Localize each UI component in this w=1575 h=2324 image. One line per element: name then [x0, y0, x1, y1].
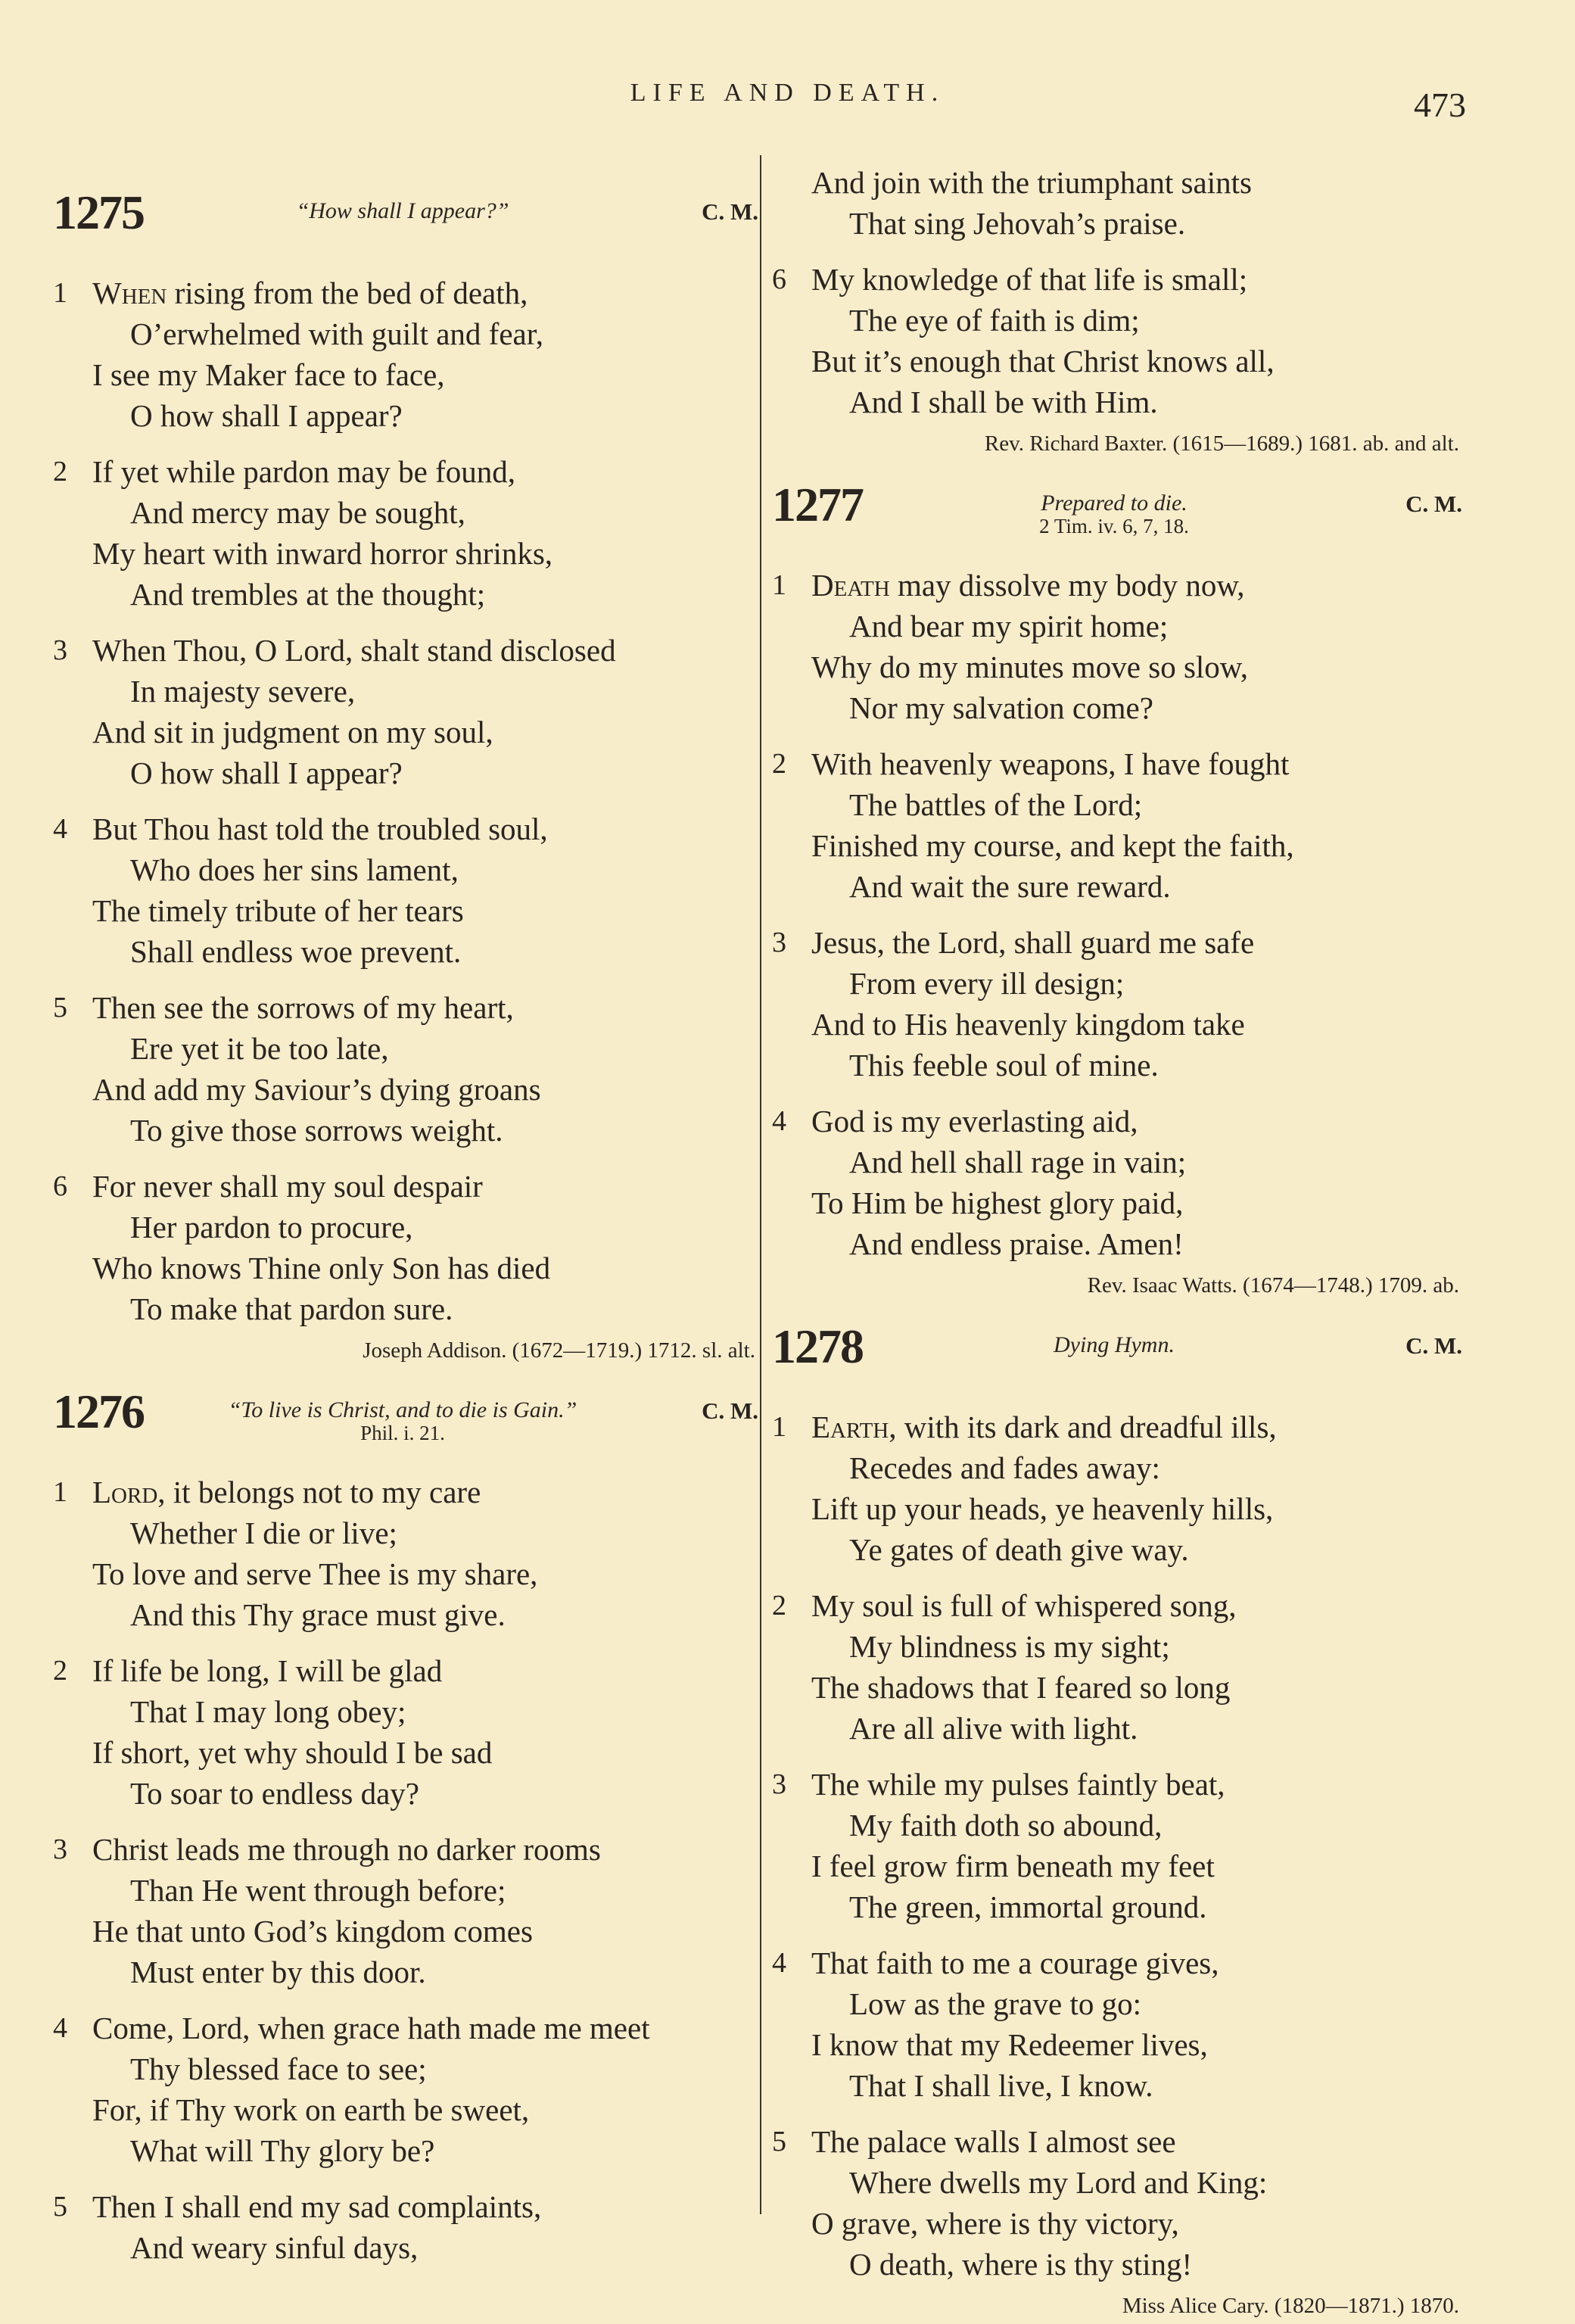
verse-text: Must enter by this door.	[130, 1955, 426, 1989]
stanza-number: 5	[53, 2191, 67, 2223]
verse-text: Recedes and fades away:	[849, 1450, 1160, 1485]
verse-text: But Thou hast told the troubled soul,	[92, 812, 548, 846]
stanza-number: 3	[53, 1833, 67, 1865]
verse-line	[766, 2244, 1462, 2285]
verse-text: And weary sinful days,	[130, 2230, 419, 2265]
hymn-header	[766, 477, 1462, 550]
verse-line	[766, 922, 1462, 963]
verse-text: God is my everlasting aid,	[811, 1104, 1138, 1139]
verse-line	[47, 1732, 758, 1773]
verse-text: That I shall live, I know.	[849, 2068, 1153, 2103]
hymn-number: 1278	[772, 1319, 863, 1373]
verse-text: Who does her sins lament,	[130, 852, 459, 887]
verse-line	[47, 849, 758, 890]
verse-lead-word: When	[92, 276, 167, 310]
stanza	[766, 2121, 1462, 2285]
verse-line	[766, 1626, 1462, 1667]
hymn-number: 1275	[53, 185, 144, 239]
verse-line	[47, 2008, 758, 2048]
verse-line	[766, 1764, 1462, 1805]
verse-text: My faith doth so abound,	[849, 1808, 1163, 1843]
hymn-meter: C. M.	[702, 1397, 758, 1424]
verse-text: Her pardon to procure,	[130, 1210, 413, 1245]
verse-line	[766, 2024, 1462, 2065]
verse-text: Where dwells my Lord and King:	[849, 2165, 1268, 2200]
verse-lead-word: Lord	[92, 1475, 158, 1509]
stanza-number: 4	[53, 813, 67, 845]
verse-line	[47, 752, 758, 793]
stanza	[47, 808, 758, 972]
verse-line	[47, 890, 758, 931]
stanza	[47, 1166, 758, 1329]
verse-text: To soar to endless day?	[130, 1776, 419, 1811]
stanza-number: 2	[53, 1655, 67, 1687]
left-column	[47, 168, 758, 2268]
verse-line	[766, 1045, 1462, 1086]
verse-text: Low as the grave to go:	[849, 1986, 1141, 2021]
hymn-continuation	[766, 162, 1462, 460]
verse-line	[47, 1069, 758, 1110]
verse-line	[766, 963, 1462, 1004]
stanza-number: 4	[53, 2012, 67, 2044]
verse-text: Finished my course, and kept the faith,	[811, 828, 1294, 863]
verse-text: And to His heavenly kingdom take	[811, 1007, 1245, 1042]
stanza	[766, 1764, 1462, 1927]
verse-text: And bear my spirit home;	[849, 609, 1169, 643]
stanza	[766, 743, 1462, 907]
attribution: Joseph Addison. (1672—1719.) 1712. sl. alt.	[363, 1338, 755, 1363]
verse-text: , with its dark and dreadful ills,	[889, 1410, 1277, 1444]
verse-line	[766, 1488, 1462, 1529]
verse-line	[766, 1004, 1462, 1045]
verse-line	[766, 1667, 1462, 1708]
verse-text: rising from the bed of death,	[167, 276, 528, 310]
verse-text: Lift up your heads, ye heavenly hills,	[811, 1491, 1274, 1526]
verse-text: This feeble soul of mine.	[849, 1048, 1159, 1083]
verse-text: O’erwhelmed with guilt and fear,	[130, 316, 543, 351]
stanza-number: 2	[772, 1590, 786, 1622]
verse-lead-word: Earth	[811, 1410, 889, 1444]
verse-text: , it belongs not to my care	[157, 1475, 481, 1509]
verse-line	[766, 203, 1462, 244]
verse-text: My soul is full of whispered song,	[811, 1588, 1237, 1623]
verse-text: O death, where is thy sting!	[849, 2247, 1193, 2282]
verse-line	[47, 1952, 758, 1992]
stanza-number: 2	[53, 456, 67, 488]
stanza-number: 1	[53, 277, 67, 309]
verse-text: The green, immortal ground.	[849, 1889, 1207, 1924]
scripture-reference: Phil. i. 21.	[360, 1422, 445, 1444]
verse-text: To give those sorrows weight.	[130, 1113, 503, 1148]
verse-lead-word: Death	[811, 568, 890, 603]
stanza	[766, 259, 1462, 422]
verse-line	[766, 300, 1462, 341]
hymn-meter: C. M.	[1405, 1332, 1462, 1359]
verse-text: O how shall I appear?	[130, 755, 403, 790]
verse-line	[47, 931, 758, 972]
verse-line	[766, 2065, 1462, 2106]
verse-line	[47, 1829, 758, 1870]
verse-text: When Thou, O Lord, shalt stand disclosed	[92, 633, 616, 668]
hymn-1275	[47, 185, 758, 1367]
verse-text: I see my Maker face to face,	[92, 357, 445, 392]
verse-line	[47, 574, 758, 615]
verse-line	[47, 2130, 758, 2171]
verse-line	[766, 825, 1462, 866]
stanza	[47, 273, 758, 436]
verse-line	[766, 565, 1462, 606]
stanza	[766, 1407, 1462, 1570]
verse-line	[766, 1182, 1462, 1223]
verse-line	[766, 1983, 1462, 2024]
stanza	[47, 630, 758, 793]
verse-line	[766, 1101, 1462, 1142]
verse-text: I know that my Redeemer lives,	[811, 2027, 1208, 2062]
verse-text: The palace walls I almost see	[811, 2124, 1176, 2159]
verse-text: Then I shall end my sad complaints,	[92, 2189, 542, 2224]
verse-text: Than He went through before;	[130, 1873, 506, 1908]
verse-text: The eye of faith is dim;	[849, 303, 1140, 338]
verse-text: The while my pulses faintly beat,	[811, 1767, 1225, 1802]
verse-line	[47, 1553, 758, 1594]
verse-line	[47, 1207, 758, 1248]
verse-text: I feel grow firm beneath my feet	[811, 1849, 1215, 1883]
verse-line	[47, 1650, 758, 1691]
hymn-title: “How shall I appear?”	[296, 198, 509, 223]
verse-text: Then see the sorrows of my heart,	[92, 990, 514, 1025]
verse-line	[766, 1142, 1462, 1182]
stanza-number: 5	[53, 992, 67, 1023]
verse-text: Who knows Thine only Son has died	[92, 1251, 551, 1285]
stanza-number: 1	[772, 569, 786, 601]
verse-line	[766, 743, 1462, 784]
stanza	[766, 565, 1462, 728]
verse-line	[47, 313, 758, 354]
verse-text: My knowledge of that life is small;	[811, 262, 1248, 297]
verse-text: Ere yet it be too late,	[130, 1031, 389, 1066]
right-column	[766, 162, 1462, 2322]
verse-text: For never shall my soul despair	[92, 1169, 483, 1204]
hymn-header	[47, 185, 758, 257]
verse-text: And mercy may be sought,	[130, 495, 465, 530]
verse-line	[766, 341, 1462, 382]
verse-text: My heart with inward horror shrinks,	[92, 536, 553, 571]
verse-text: And sit in judgment on my soul,	[92, 715, 493, 749]
hymn-1276	[47, 1384, 758, 2268]
verse-text: That faith to me a courage gives,	[811, 1945, 1219, 1980]
verse-text: Christ leads me through no darker rooms	[92, 1832, 601, 1867]
verse-text: And trembles at the thought;	[130, 577, 486, 612]
stanza-number: 1	[772, 1411, 786, 1443]
verse-line	[766, 687, 1462, 728]
verse-text: If short, yet why should I be sad	[92, 1735, 493, 1770]
verse-text: Why do my minutes move so slow,	[811, 650, 1249, 684]
verse-line	[766, 1805, 1462, 1846]
verse-line	[47, 671, 758, 712]
verse-line	[766, 606, 1462, 646]
verse-text: My blindness is my sight;	[849, 1629, 1170, 1664]
stanza-number: 6	[772, 263, 786, 295]
stanza-number: 2	[772, 748, 786, 780]
stanza-number: 1	[53, 1476, 67, 1508]
verse-text: For, if Thy work on earth be sweet,	[92, 2092, 530, 2127]
verse-line	[766, 646, 1462, 687]
verse-text: Nor my salvation come?	[849, 690, 1153, 725]
verse-line	[47, 354, 758, 395]
stanza-number: 4	[772, 1947, 786, 1979]
verse-text: And wait the sure reward.	[849, 869, 1171, 904]
stanza-number: 3	[772, 927, 786, 958]
verse-line	[47, 630, 758, 671]
verse-line	[766, 1708, 1462, 1749]
hymn-header	[766, 1319, 1462, 1391]
verse-line	[47, 1472, 758, 1512]
attribution: Miss Alice Cary. (1820—1871.) 1870.	[1122, 2294, 1459, 2318]
hymn-number: 1277	[772, 478, 863, 531]
verse-line	[47, 2089, 758, 2130]
stanza-number: 5	[772, 2126, 786, 2157]
verse-line	[47, 1691, 758, 1732]
hymn-title: Prepared to die.	[1041, 491, 1187, 516]
verse-text: With heavenly weapons, I have fought	[811, 746, 1290, 781]
verse-text: And add my Saviour’s dying groans	[92, 1072, 541, 1107]
verse-line	[47, 712, 758, 752]
verse-text: Jesus, the Lord, shall guard me safe	[811, 925, 1255, 960]
verse-line	[47, 2227, 758, 2268]
verse-line	[47, 1166, 758, 1207]
verse-text: may dissolve my body now,	[889, 568, 1245, 603]
stanza	[47, 987, 758, 1151]
stanza	[47, 1472, 758, 1635]
running-head: LIFE AND DEATH.	[630, 79, 945, 107]
verse-text: Thy blessed face to see;	[130, 2051, 427, 2086]
verse-line	[766, 1529, 1462, 1570]
stanza	[766, 922, 1462, 1086]
verse-line	[47, 395, 758, 436]
verse-line	[47, 987, 758, 1028]
verse-text: Are all alive with light.	[849, 1711, 1138, 1746]
verse-line	[47, 1512, 758, 1553]
verse-text: To love and serve Thee is my share,	[92, 1556, 538, 1591]
verse-text: To Him be highest glory paid,	[811, 1185, 1184, 1220]
verse-text: In majesty severe,	[130, 674, 356, 709]
verse-line	[47, 2186, 758, 2227]
stanza	[47, 2186, 758, 2268]
verse-text: But it’s enough that Christ knows all,	[811, 344, 1275, 379]
scripture-reference: 2 Tim. iv. 6, 7, 18.	[1039, 515, 1189, 537]
verse-text: And I shall be with Him.	[849, 385, 1158, 419]
verse-line	[47, 1248, 758, 1288]
page-number: 473	[1414, 86, 1466, 124]
hymn-number: 1276	[53, 1385, 144, 1438]
verse-text: That sing Jehovah’s praise.	[849, 206, 1186, 241]
verse-text: Come, Lord, when grace hath made me meet	[92, 2011, 650, 2045]
verse-line	[766, 1447, 1462, 1488]
stanza	[766, 1942, 1462, 2106]
stanza-number: 4	[772, 1105, 786, 1137]
hymn-header	[47, 1384, 758, 1456]
verse-text: If yet while pardon may be found,	[92, 454, 516, 489]
verse-line	[766, 259, 1462, 300]
verse-text: And hell shall rage in vain;	[849, 1145, 1187, 1179]
verse-line	[47, 1110, 758, 1151]
stanza-number: 3	[772, 1768, 786, 1800]
verse-line	[47, 533, 758, 574]
stanza-number: 3	[53, 634, 67, 666]
verse-text: From every ill design;	[849, 966, 1125, 1001]
verse-text: Whether I die or live;	[130, 1516, 397, 1550]
verse-line	[47, 451, 758, 492]
hymn-1278	[766, 1319, 1462, 2322]
verse-text: And endless praise. Amen!	[849, 1226, 1184, 1261]
verse-line	[47, 273, 758, 313]
stanza	[47, 2008, 758, 2171]
verse-text: To make that pardon sure.	[130, 1291, 453, 1326]
verse-text: The timely tribute of her tears	[92, 893, 464, 928]
verse-line	[766, 2162, 1462, 2203]
column-divider	[760, 155, 761, 2214]
verse-text: What will Thy glory be?	[130, 2133, 435, 2168]
verse-line	[766, 1886, 1462, 1927]
hymn-title: Dying Hymn.	[1054, 1332, 1175, 1357]
stanza	[47, 451, 758, 615]
stanza	[47, 1650, 758, 1814]
stanza	[766, 1101, 1462, 1264]
verse-text: And join with the triumphant saints	[811, 165, 1252, 200]
verse-line	[766, 784, 1462, 825]
stanza	[766, 1585, 1462, 1749]
verse-line	[766, 2203, 1462, 2244]
hymn-1277	[766, 477, 1462, 1302]
verse-text: And this Thy grace must give.	[130, 1597, 506, 1632]
verse-text: He that unto God’s kingdom comes	[92, 1914, 533, 1949]
verse-line	[766, 1407, 1462, 1447]
verse-line	[47, 2048, 758, 2089]
verse-line	[766, 382, 1462, 422]
stanza-number: 6	[53, 1170, 67, 1202]
verse-text: O how shall I appear?	[130, 398, 403, 433]
verse-line	[766, 1846, 1462, 1886]
stanza	[47, 1829, 758, 1992]
verse-line	[47, 1911, 758, 1952]
verse-text: Shall endless woe prevent.	[130, 934, 462, 969]
attribution: Rev. Isaac Watts. (1674—1748.) 1709. ab.	[1087, 1273, 1459, 1298]
verse-line	[766, 1942, 1462, 1983]
stanza	[766, 162, 1462, 244]
verse-line	[47, 1028, 758, 1069]
verse-line	[766, 1223, 1462, 1264]
verse-text: Ye gates of death give way.	[849, 1532, 1189, 1567]
verse-text: O grave, where is thy victory,	[811, 2206, 1179, 2241]
hymn-title: “To live is Christ, and to die is Gain.”	[228, 1397, 577, 1422]
verse-line	[47, 808, 758, 849]
verse-text: That I may long obey;	[130, 1694, 406, 1729]
verse-line	[766, 1585, 1462, 1626]
verse-line	[47, 1773, 758, 1814]
verse-line	[47, 1288, 758, 1329]
verse-line	[47, 1870, 758, 1911]
verse-line	[766, 2121, 1462, 2162]
verse-line	[47, 1594, 758, 1635]
verse-text: The battles of the Lord;	[849, 787, 1143, 822]
hymn-meter: C. M.	[702, 198, 758, 225]
verse-line	[766, 162, 1462, 203]
attribution: Rev. Richard Baxter. (1615—1689.) 1681. ab. and alt.	[984, 431, 1459, 456]
verse-line	[766, 866, 1462, 907]
verse-line	[47, 492, 758, 533]
hymn-meter: C. M.	[1405, 491, 1462, 517]
verse-text: The shadows that I feared so long	[811, 1670, 1231, 1705]
verse-text: If life be long, I will be glad	[92, 1653, 443, 1688]
